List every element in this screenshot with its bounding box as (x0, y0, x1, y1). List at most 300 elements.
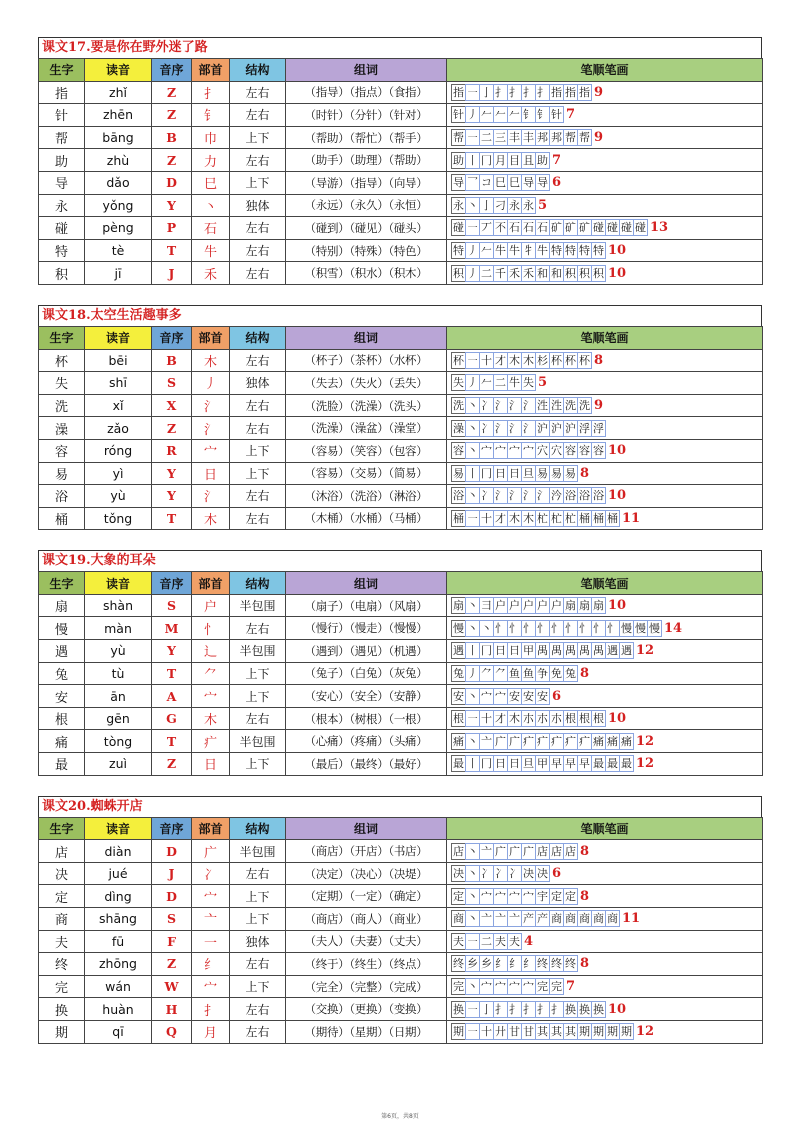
table-row (39, 507, 763, 530)
stroke-step: 痛 (593, 734, 604, 748)
radical-cell: 宀 (192, 975, 230, 998)
stroke-step: 扇 (593, 599, 604, 613)
pinyin-cell: shàn (85, 594, 152, 617)
words-cell: （商店）（商人）（商业） (286, 908, 447, 931)
header-structure: 结构 (230, 572, 286, 595)
pinyin-cell: xǐ (85, 394, 152, 417)
stroke-step: 定 (551, 889, 562, 903)
pinyin-cell: zhēn (85, 104, 152, 127)
letter-cell: A (152, 685, 192, 708)
stroke-step: 宀 (481, 444, 492, 458)
stroke-step: 千 (495, 266, 506, 280)
radical-cell: 扌 (192, 81, 230, 104)
stroke-step: 亅 (481, 198, 492, 212)
stroke-step: 户 (551, 599, 562, 613)
structure-cell: 上下 (230, 975, 286, 998)
char-cell: 根 (39, 707, 85, 730)
header-row (39, 817, 763, 840)
stroke-step: 特 (593, 244, 604, 258)
letter-cell: D (152, 840, 192, 863)
table-row (39, 217, 763, 240)
lesson-sections (38, 37, 762, 1064)
stroke-step: 十 (481, 511, 492, 525)
stroke-step: 廾 (495, 1025, 506, 1039)
pinyin-cell: wán (85, 975, 152, 998)
header-pinyin: 读音 (85, 817, 152, 840)
words-cell: （杯子）（茶杯）（水杯） (286, 349, 447, 372)
stroke-step: 目 (509, 153, 520, 167)
stroke-step: 宀 (481, 980, 492, 994)
stroke-step: 完 (537, 980, 548, 994)
char-cell: 定 (39, 885, 85, 908)
stroke-step: 丿 (467, 666, 478, 680)
structure-cell: 上下 (230, 171, 286, 194)
stroke-step: 汵 (551, 489, 562, 503)
char-cell: 浴 (39, 485, 85, 508)
stroke-step: 扌 (523, 1002, 534, 1016)
stroke-step: 安 (537, 689, 548, 703)
letter-cell: Y (152, 194, 192, 217)
stroke-step: 安 (509, 689, 520, 703)
stroke-step: 根 (579, 712, 590, 726)
table-row (39, 104, 763, 127)
stroke-count: 13 (650, 220, 669, 236)
table-row (39, 149, 763, 172)
letter-cell: H (152, 998, 192, 1021)
stroke-step: 针 (551, 108, 562, 122)
stroke-step: 永 (523, 198, 534, 212)
letter-cell: B (152, 349, 192, 372)
letter-cell: X (152, 394, 192, 417)
structure-cell: 上下 (230, 753, 286, 776)
stroke-step: 乡 (467, 957, 478, 971)
char-cell: 慢 (39, 617, 85, 640)
header-words: 组词 (286, 326, 447, 349)
stroke-step: 痛 (607, 734, 618, 748)
stroke-step: 决 (453, 867, 464, 881)
stroke-step: 十 (481, 1025, 492, 1039)
stroke-step: 丶 (467, 399, 478, 413)
stroke-step: 其 (537, 1025, 548, 1039)
radical-cell: 宀 (192, 439, 230, 462)
stroke-step: 终 (565, 957, 576, 971)
stroke-count: 7 (566, 107, 576, 123)
stroke-step: 容 (453, 444, 464, 458)
stroke-step: 户 (523, 599, 534, 613)
stroke-step: 丶 (467, 421, 478, 435)
words-cell: （定期）（一定）（确定） (286, 885, 447, 908)
table-row (39, 617, 763, 640)
words-cell: （期待）（星期）（日期） (286, 1020, 447, 1043)
stroke-step: 期 (593, 1025, 604, 1039)
strokes-cell (447, 239, 763, 262)
stroke-step: 完 (551, 980, 562, 994)
stroke-step: 和 (551, 266, 562, 280)
stroke-count: 8 (580, 956, 590, 972)
char-cell: 桶 (39, 507, 85, 530)
stroke-step: 日 (509, 644, 520, 658)
radical-cell: 禾 (192, 262, 230, 285)
letter-cell: M (152, 617, 192, 640)
strokes-cell (447, 617, 763, 640)
table-row (39, 349, 763, 372)
structure-cell: 独体 (230, 372, 286, 395)
stroke-step: 亠 (495, 912, 506, 926)
stroke-step: 朩 (551, 712, 562, 726)
header-letter: 音序 (152, 59, 192, 82)
stroke-step: 宀 (495, 444, 506, 458)
header-letter: 音序 (152, 572, 192, 595)
stroke-step: 冫 (481, 489, 492, 503)
stroke-step: 二 (481, 266, 492, 280)
stroke-step: 碰 (453, 221, 464, 235)
pinyin-cell: huàn (85, 998, 152, 1021)
stroke-step: 𠂉 (509, 108, 520, 122)
letter-cell: B (152, 126, 192, 149)
structure-cell: 上下 (230, 462, 286, 485)
header-strokes: 笔顺笔画 (447, 59, 763, 82)
radical-cell: 冫 (192, 862, 230, 885)
char-cell: 容 (39, 439, 85, 462)
char-cell: 助 (39, 149, 85, 172)
stroke-step: 石 (537, 221, 548, 235)
table-row (39, 640, 763, 663)
letter-cell: Z (152, 417, 192, 440)
stroke-step: 产 (537, 912, 548, 926)
lesson-title: 课文19.大象的耳朵 (38, 550, 762, 571)
stroke-step: 和 (537, 266, 548, 280)
char-cell: 完 (39, 975, 85, 998)
stroke-count: 12 (636, 643, 655, 659)
pinyin-cell: gēn (85, 707, 152, 730)
header-char: 生字 (39, 326, 85, 349)
stroke-step: 桶 (579, 511, 590, 525)
header-radical: 部首 (192, 326, 230, 349)
header-char: 生字 (39, 572, 85, 595)
stroke-step: 氵 (537, 489, 548, 503)
table-row (39, 417, 763, 440)
radical-cell: 纟 (192, 953, 230, 976)
stroke-step: 穴 (551, 444, 562, 458)
stroke-step: 期 (579, 1025, 590, 1039)
stroke-step: 泩 (537, 399, 548, 413)
letter-cell: T (152, 662, 192, 685)
stroke-step: 决 (523, 867, 534, 881)
stroke-step: ㇐ (467, 85, 478, 99)
stroke-step: 丿 (467, 108, 478, 122)
stroke-step: 换 (453, 1002, 464, 1016)
stroke-count: 12 (636, 1024, 655, 1040)
stroke-step: 杯 (551, 353, 562, 367)
char-cell: 积 (39, 262, 85, 285)
pinyin-cell: zuì (85, 753, 152, 776)
stroke-step: 丿 (467, 266, 478, 280)
stroke-step: 碰 (607, 221, 618, 235)
words-cell: （遇到）（遇见）（机遇） (286, 640, 447, 663)
strokes-cell (447, 640, 763, 663)
stroke-step: 遇 (621, 644, 632, 658)
stroke-step: 特 (551, 244, 562, 258)
letter-cell: D (152, 885, 192, 908)
stroke-step: 其 (551, 1025, 562, 1039)
stroke-step: 洗 (453, 399, 464, 413)
strokes-cell (447, 171, 763, 194)
radical-cell: 丿 (192, 372, 230, 395)
char-cell: 痛 (39, 730, 85, 753)
stroke-step: 遇 (607, 644, 618, 658)
stroke-step: 容 (579, 444, 590, 458)
stroke-step: 氵 (509, 421, 520, 435)
radical-cell: 木 (192, 507, 230, 530)
words-cell: （帮助）（帮忙）（帮手） (286, 126, 447, 149)
stroke-step: 氵 (495, 421, 506, 435)
stroke-step: 亠 (509, 912, 520, 926)
strokes-cell (447, 953, 763, 976)
pinyin-cell: yì (85, 462, 152, 485)
stroke-step: 容 (565, 444, 576, 458)
stroke-step: 夫 (495, 934, 506, 948)
stroke-step: 杧 (537, 511, 548, 525)
stroke-step: 根 (453, 712, 464, 726)
structure-cell: 上下 (230, 885, 286, 908)
stroke-step: 易 (537, 466, 548, 480)
stroke-step: 𠂉 (481, 244, 492, 258)
stroke-step: 矿 (565, 221, 576, 235)
stroke-step: 夫 (453, 934, 464, 948)
structure-cell: 左右 (230, 1020, 286, 1043)
stroke-step: ㇐ (467, 131, 478, 145)
header-radical: 部首 (192, 817, 230, 840)
words-cell: （兔子）（白兔）（灰兔） (286, 662, 447, 685)
stroke-count: 7 (566, 979, 576, 995)
table-row (39, 462, 763, 485)
stroke-step: 换 (593, 1002, 604, 1016)
stroke-step: 牛 (509, 244, 520, 258)
pinyin-cell: zǎo (85, 417, 152, 440)
words-cell: （沐浴）（洗浴）（淋浴） (286, 485, 447, 508)
stroke-step: 安 (453, 689, 464, 703)
pinyin-cell: zhōng (85, 953, 152, 976)
words-cell: （商店）（开店）（书店） (286, 840, 447, 863)
stroke-count: 8 (594, 352, 604, 368)
letter-cell: Y (152, 485, 192, 508)
radical-cell: 日 (192, 753, 230, 776)
stroke-step: 浴 (579, 489, 590, 503)
radical-cell: 牛 (192, 239, 230, 262)
character-table (38, 817, 763, 1044)
stroke-step: 终 (453, 957, 464, 971)
stroke-step: 彐 (481, 599, 492, 613)
radical-cell: 钅 (192, 104, 230, 127)
stroke-step: 乛 (467, 176, 478, 190)
pinyin-cell: tè (85, 239, 152, 262)
words-cell: （终于）（终生）（终点） (286, 953, 447, 976)
stroke-step: ㇐ (467, 221, 478, 235)
stroke-step: 才 (495, 511, 506, 525)
table-row (39, 194, 763, 217)
stroke-step: 丨 (467, 153, 478, 167)
structure-cell: 左右 (230, 485, 286, 508)
pinyin-cell: róng (85, 439, 152, 462)
stroke-step: 氵 (523, 489, 534, 503)
radical-cell: 丶 (192, 194, 230, 217)
header-letter: 音序 (152, 326, 192, 349)
structure-cell: 上下 (230, 908, 286, 931)
words-cell: （失去）（失火）（丢失） (286, 372, 447, 395)
stroke-step: 易 (453, 466, 464, 480)
pinyin-cell: zhǐ (85, 81, 152, 104)
stroke-step: 决 (537, 867, 548, 881)
stroke-step: 纟 (509, 957, 520, 971)
words-cell: （导游）（指导）（向导） (286, 171, 447, 194)
stroke-step: 沪 (565, 421, 576, 435)
stroke-step: 忄 (551, 621, 562, 635)
header-row (39, 572, 763, 595)
stroke-count: 8 (580, 665, 590, 681)
char-cell: 洗 (39, 394, 85, 417)
stroke-step: 禾 (523, 266, 534, 280)
strokes-cell (447, 862, 763, 885)
stroke-step: 旦 (523, 466, 534, 480)
stroke-step: 忄 (523, 621, 534, 635)
stroke-step: 桶 (453, 511, 464, 525)
char-cell: 帮 (39, 126, 85, 149)
stroke-step: 亠 (481, 844, 492, 858)
stroke-step: 痛 (453, 734, 464, 748)
stroke-step: 日 (495, 757, 506, 771)
table-row (39, 862, 763, 885)
stroke-step: 二 (481, 934, 492, 948)
stroke-step: 早 (565, 757, 576, 771)
radical-cell: 忄 (192, 617, 230, 640)
stroke-step: 冂 (481, 466, 492, 480)
letter-cell: S (152, 908, 192, 931)
pinyin-cell: dǎo (85, 171, 152, 194)
radical-cell: 疒 (192, 730, 230, 753)
letter-cell: Y (152, 640, 192, 663)
stroke-step: 牛 (495, 244, 506, 258)
words-cell: （洗澡）（澡盆）（澡堂） (286, 417, 447, 440)
stroke-step: ㇐ (467, 1002, 478, 1016)
stroke-step: 纟 (495, 957, 506, 971)
stroke-step: 丶 (467, 844, 478, 858)
stroke-step: 宀 (495, 689, 506, 703)
stroke-step: 定 (565, 889, 576, 903)
pinyin-cell: màn (85, 617, 152, 640)
pinyin-cell: qī (85, 1020, 152, 1043)
stroke-step: 扇 (565, 599, 576, 613)
header-char: 生字 (39, 817, 85, 840)
structure-cell: 左右 (230, 862, 286, 885)
stroke-step: 日 (495, 466, 506, 480)
stroke-step: 慢 (621, 621, 632, 635)
stroke-step: 朩 (537, 712, 548, 726)
stroke-count: 6 (552, 175, 562, 191)
pinyin-cell: jī (85, 262, 152, 285)
stroke-step: 特 (565, 244, 576, 258)
strokes-cell (447, 730, 763, 753)
stroke-step: 桶 (607, 511, 618, 525)
stroke-step: 鱼 (523, 666, 534, 680)
stroke-step: 氵 (495, 399, 506, 413)
stroke-step: 丶 (481, 621, 492, 635)
pinyin-cell: shī (85, 372, 152, 395)
stroke-step: 积 (579, 266, 590, 280)
header-strokes: 笔顺笔画 (447, 572, 763, 595)
stroke-step: 忄 (593, 621, 604, 635)
strokes-cell (447, 840, 763, 863)
words-cell: （时针）（分针）（针对） (286, 104, 447, 127)
strokes-cell (447, 707, 763, 730)
stroke-step: 扌 (509, 85, 520, 99)
stroke-step: 丶 (467, 444, 478, 458)
stroke-step: 永 (509, 198, 520, 212)
stroke-step: 疒 (523, 734, 534, 748)
stroke-step: 丰 (509, 131, 520, 145)
stroke-step: 争 (537, 666, 548, 680)
stroke-step: 浴 (453, 489, 464, 503)
stroke-step: 丨 (467, 644, 478, 658)
stroke-step: 疒 (579, 734, 590, 748)
header-row (39, 59, 763, 82)
letter-cell: J (152, 862, 192, 885)
pinyin-cell: shāng (85, 908, 152, 931)
table-row (39, 930, 763, 953)
stroke-step: 丰 (523, 131, 534, 145)
structure-cell: 半包围 (230, 594, 286, 617)
stroke-step: 其 (565, 1025, 576, 1039)
stroke-step: 丶 (467, 621, 478, 635)
letter-cell: Y (152, 462, 192, 485)
words-cell: （容易）（笑容）（包容） (286, 439, 447, 462)
stroke-count: 11 (622, 911, 641, 927)
stroke-step: 广 (495, 844, 506, 858)
header-char: 生字 (39, 59, 85, 82)
char-cell: 永 (39, 194, 85, 217)
stroke-step: 期 (453, 1025, 464, 1039)
stroke-step: 牜 (523, 244, 534, 258)
stroke-step: 宀 (481, 889, 492, 903)
stroke-step: 特 (453, 244, 464, 258)
table-row (39, 372, 763, 395)
strokes-cell (447, 885, 763, 908)
structure-cell: 上下 (230, 662, 286, 685)
stroke-step: 积 (453, 266, 464, 280)
table-row (39, 394, 763, 417)
stroke-step: 杯 (565, 353, 576, 367)
stroke-step: 慢 (453, 621, 464, 635)
page-footer: 第6页，共8页 (381, 1113, 419, 1120)
structure-cell: 左右 (230, 104, 286, 127)
char-cell: 失 (39, 372, 85, 395)
stroke-step: 且 (523, 153, 534, 167)
table-row (39, 707, 763, 730)
stroke-step: 积 (593, 266, 604, 280)
letter-cell: Z (152, 81, 192, 104)
words-cell: （夫人）（夫妻）（丈夫） (286, 930, 447, 953)
strokes-cell (447, 908, 763, 931)
stroke-step: 户 (495, 599, 506, 613)
stroke-step: 宇 (537, 889, 548, 903)
table-row (39, 753, 763, 776)
character-table (38, 58, 763, 285)
stroke-step: 甘 (523, 1025, 534, 1039)
stroke-step: 宀 (509, 444, 520, 458)
radical-cell: 氵 (192, 417, 230, 440)
letter-cell: T (152, 730, 192, 753)
words-cell: （容易）（交易）（简易） (286, 462, 447, 485)
stroke-step: 易 (565, 466, 576, 480)
